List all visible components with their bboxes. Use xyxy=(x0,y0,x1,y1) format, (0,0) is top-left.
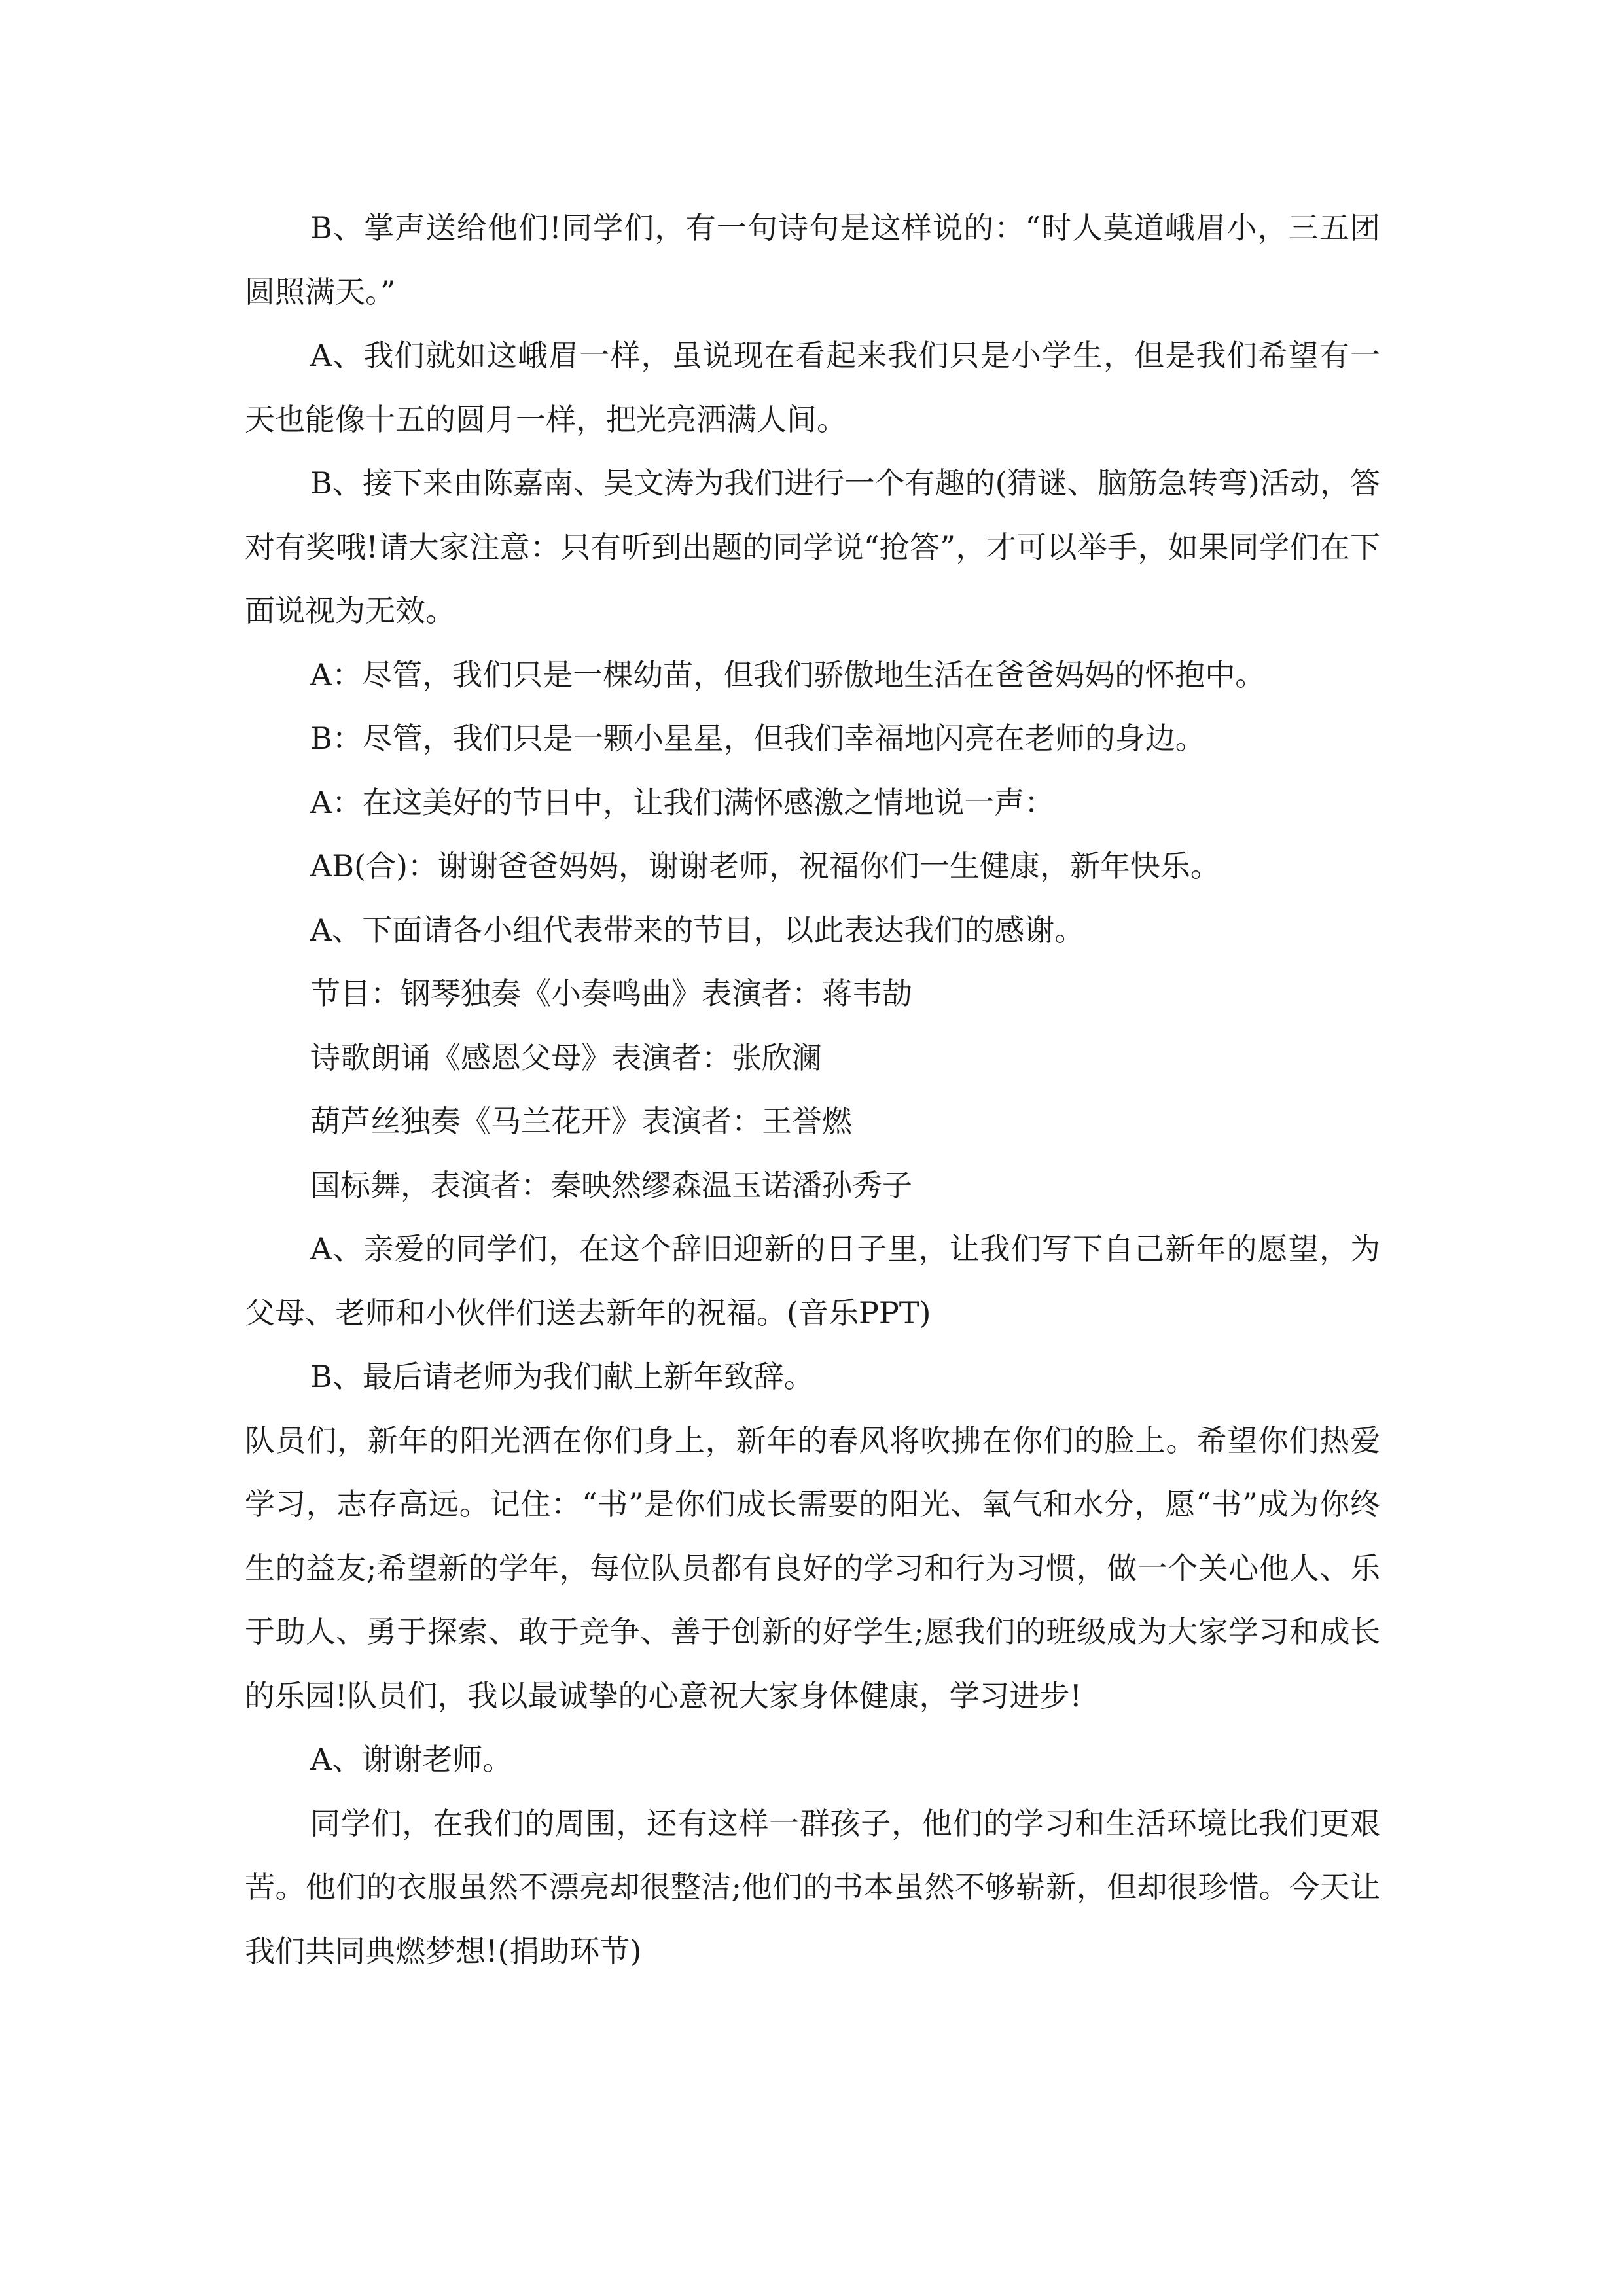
program-item: 诗歌朗诵《感恩父母》表演者：张欣澜 xyxy=(310,1039,822,1075)
paragraph: B：尽管，我们只是一颗小星星，但我们幸福地闪亮在老师的身边。 xyxy=(310,721,1205,756)
paragraph: B、掌声送给他们!同学们，有一句诗句是这样说的：“时人莫道峨眉小，三五团圆照满天。” xyxy=(245,210,1380,310)
paragraph: A、谢谢老师。 xyxy=(310,1742,513,1777)
paragraph: AB(合)：谢谢爸爸妈妈，谢谢老师，祝福你们一生健康，新年快乐。 xyxy=(310,848,1221,884)
paragraph: A：在这美好的节日中，让我们满怀感激之情地说一声： xyxy=(310,784,1055,820)
paragraph: A、下面请各小组代表带来的节目，以此表达我们的感谢。 xyxy=(310,912,1085,948)
paragraph: B、最后请老师为我们献上新年致辞。 xyxy=(310,1359,814,1394)
program-item: 节目：钢琴独奏《小奏鸣曲》表演者：蒋韦劼 xyxy=(310,976,912,1011)
paragraph: A：尽管，我们只是一棵幼苗，但我们骄傲地生活在爸爸妈妈的怀抱中。 xyxy=(310,656,1266,692)
paragraph: 同学们，在我们的周围，还有这样一群孩子，他们的学习和生活环境比我们更艰苦。他们的衣服虽然不漂亮却很整洁;他们的书本虽然不够崭新，但却很珍惜。今天让我们共同典燃梦想!(捐助环节) xyxy=(245,1805,1380,1969)
paragraph: A、我们就如这峨眉一样，虽说现在看起来我们只是小学生，但是我们希望有一天也能像十五的圆月一样，把光亮洒满人间。 xyxy=(245,338,1380,437)
paragraph: B、接下来由陈嘉南、吴文涛为我们进行一个有趣的(猜谜、脑筋急转弯)活动，答对有奖哦!请大家注意：只有听到出题的同学说“抢答”，才可以举手，如果同学们在下面说视为无效。 xyxy=(245,465,1380,628)
teacher-speech-paragraph: 队员们，新年的阳光洒在你们身上，新年的春风将吹拂在你们的脸上。希望你们热爱学习，志存高远。记住：“书”是你们成长需要的阳光、氧气和水分，愿“书”成为你终生的益友;希望新的学年，每位队员都有良好的学习和行为习惯，做一个关心他人、乐于助人、勇于探索、敢于竞争、善于创新的好学生;愿我们的班级成为大家学习和成长的乐园!队员们，我以最诚挚的心意祝大家身体健康，学习进步! xyxy=(245,1422,1380,1713)
paragraph: A、亲爱的同学们，在这个辞旧迎新的日子里，让我们写下自己新年的愿望，为父母、老师和小伙伴们送去新年的祝福。(音乐PPT) xyxy=(245,1231,1380,1331)
program-item: 国标舞，表演者：秦映然缪森温玉诺潘孙秀子 xyxy=(310,1167,912,1203)
document-body xyxy=(245,196,1380,1983)
program-item: 葫芦丝独奏《马兰花开》表演者：王誉燃 xyxy=(310,1103,852,1139)
